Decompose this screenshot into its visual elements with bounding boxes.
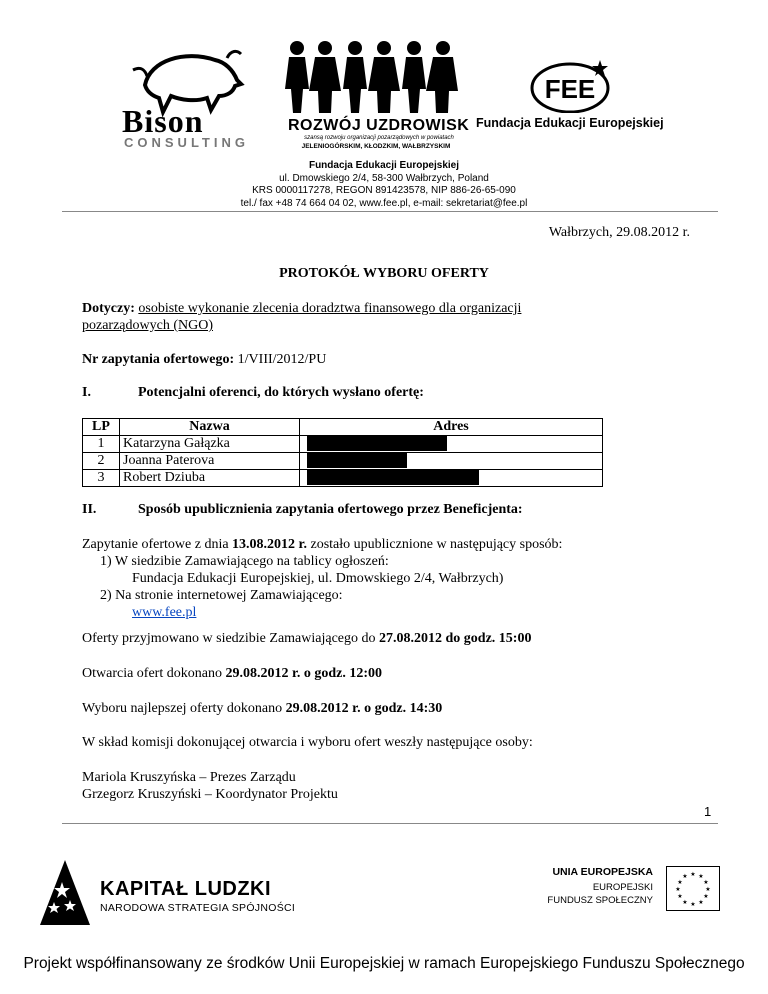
org-name: Fundacja Edukacji Europejskiej (308, 160, 460, 171)
eu-title: UNIA EUROPEJSKA (552, 866, 653, 878)
rozwoj-uzdrowisk-title: ROZWÓJ UZDROWISK (288, 117, 470, 134)
row-lp: 3 (83, 470, 120, 487)
table-header-row (83, 419, 603, 436)
svg-text:★: ★ (690, 871, 696, 878)
offers-deadline-text: Oferty przyjmowano w siedzibie Zamawiającego do (82, 631, 380, 646)
kapital-ludzki-subtitle: NARODOWA STRATEGIA SPÓJNOŚCI (100, 902, 296, 914)
website-link-line (132, 604, 752, 621)
concerns-paragraph (82, 300, 702, 334)
organization-details (0, 160, 768, 210)
svg-text:★: ★ (677, 879, 683, 886)
inquiry-label: Nr zapytania ofertowego: (82, 352, 235, 367)
list-item-text: Na stronie internetowej Zamawiającego: (115, 588, 343, 603)
svg-text:★: ★ (703, 879, 709, 886)
org-address: ul. Dmowskiego 2/4, 58-300 Wałbrzych, Poland (279, 172, 489, 184)
selection-date: 29.08.2012 r. o godz. 14:30 (285, 701, 443, 716)
concerns-text-2: pozarządowych (NGO) (82, 318, 213, 333)
rozwoj-uzdrowisk-figures-logo (283, 40, 458, 115)
table-row (83, 453, 603, 470)
header-divider (62, 211, 718, 212)
eu-fund-line-1: EUROPEJSKI (592, 882, 653, 893)
table-row (83, 470, 603, 487)
place-and-date: Wałbrzych, 29.08.2012 r. (548, 225, 690, 240)
publication-paragraph (82, 536, 702, 553)
website-link[interactable]: www.fee.pl (132, 605, 197, 620)
svg-text:★: ★ (682, 899, 688, 906)
eu-fund-line-2: FUNDUSZ SPOŁECZNY (547, 894, 653, 906)
list-item (100, 587, 720, 604)
rozwoj-uzdrowisk-tagline: szansą rozwoju organizacji pozarządowych w powiatach (304, 135, 454, 141)
fee-logo-name: Fundacja Edukacji Europejskiej (476, 116, 664, 130)
row-name: Robert Dziuba (120, 470, 300, 487)
publication-text-a: Zapytanie ofertowe z dnia (82, 537, 233, 552)
offers-deadline (82, 630, 702, 647)
committee-intro: W skład komisji dokonującej otwarcia i wyboru ofert weszły następujące osoby: (82, 735, 533, 750)
org-registration: KRS 0000117278, REGON 891423578, NIP 886-26-65-090 (252, 185, 516, 196)
page-number: 1 (704, 804, 712, 819)
section-1-title: Potencjalni oferenci, do których wysłano ofertę: (138, 385, 424, 400)
column-header-name: Nazwa (120, 419, 300, 436)
opening-text: Otwarcia ofert dokonano (82, 666, 226, 681)
redaction-block (307, 436, 447, 451)
committee-member-2: Grzegorz Kruszyński – Koordynator Projektu (82, 787, 338, 802)
row-lp: 1 (83, 436, 120, 453)
svg-text:★: ★ (677, 893, 683, 900)
list-item (100, 553, 720, 570)
svg-text:★: ★ (690, 901, 696, 908)
fee-logo-letters: FEE (544, 74, 596, 104)
list-item-text: W siedzibie Zamawiającego na tablicy ogłoszeń: (114, 554, 389, 569)
column-header-lp: LP (83, 419, 120, 436)
column-header-address: Adres (300, 419, 603, 436)
fee-logo-mark (530, 58, 610, 113)
offers-deadline-date: 27.08.2012 do godz. 15:00 (379, 631, 532, 646)
selection-text: Wyboru najlepszej oferty dokonano (82, 701, 286, 716)
selection-info (82, 700, 702, 717)
section-2-title: Sposób upublicznienia zapytania ofertowego przez Beneficjenta: (138, 502, 523, 517)
svg-text:★: ★ (698, 873, 704, 880)
row-name: Katarzyna Gałązka (120, 436, 300, 453)
row-address-redacted (300, 470, 603, 487)
list-item-number: 2) (100, 588, 112, 603)
row-name: Joanna Paterova (120, 453, 300, 470)
committee-member-1: Mariola Kruszyńska – Prezes Zarządu (82, 770, 296, 785)
svg-text:★: ★ (703, 893, 709, 900)
opening-info (82, 665, 702, 682)
opening-date: 29.08.2012 r. o godz. 12:00 (225, 666, 383, 681)
kapital-ludzki-name: KAPITAŁ LUDZKI (100, 878, 272, 900)
list-item-continuation: Fundacja Edukacji Europejskiej, ul. Dmowskiego 2/4, Wałbrzych) (132, 571, 504, 586)
offerors-table (82, 418, 603, 487)
row-address-redacted (300, 453, 603, 470)
eu-fund-name (545, 882, 653, 907)
svg-text:★: ★ (675, 886, 681, 893)
rozwoj-uzdrowisk-districts: JELENIOGÓRSKIM, KŁODZKIM, WAŁBRZYSKIM (301, 143, 451, 150)
svg-text:★: ★ (705, 886, 711, 893)
inquiry-number (82, 351, 702, 368)
cofinancing-note: Projekt współfinansowany ze środków Unii Europejskiej w ramach Europejskiego Funduszu Społecznego (23, 955, 745, 972)
redaction-block (307, 470, 479, 485)
section-1-number: I. (82, 385, 91, 400)
concerns-text-1: osobiste wykonanie zlecenia doradztwa finansowego dla organizacji (138, 301, 522, 316)
list-item-number: 1) (100, 554, 112, 569)
redaction-block (307, 453, 407, 468)
bison-logo-name: Bison (122, 103, 204, 139)
concerns-label: Dotyczy: (82, 301, 135, 316)
document-title: PROTOKÓŁ WYBORU OFERTY (279, 266, 489, 281)
publication-date: 13.08.2012 r. (232, 537, 307, 552)
row-lp: 2 (83, 453, 120, 470)
publication-text-c: zostało upublicznione w następujący sposób: (306, 537, 563, 552)
org-contact: tel./ fax +48 74 664 04 02, www.fee.pl, e-mail: sekretariat@fee.pl (240, 197, 528, 209)
table-row (83, 436, 603, 453)
svg-text:★: ★ (682, 873, 688, 880)
kapital-ludzki-logo-mark (40, 860, 90, 925)
bison-logo-subtitle: CONSULTING (124, 135, 249, 150)
eu-flag-icon (666, 866, 720, 911)
footer-divider (62, 823, 718, 824)
section-2-number: II. (82, 502, 97, 517)
svg-text:★: ★ (698, 899, 704, 906)
inquiry-value: 1/VIII/2012/PU (237, 352, 327, 367)
row-address-redacted (300, 436, 603, 453)
